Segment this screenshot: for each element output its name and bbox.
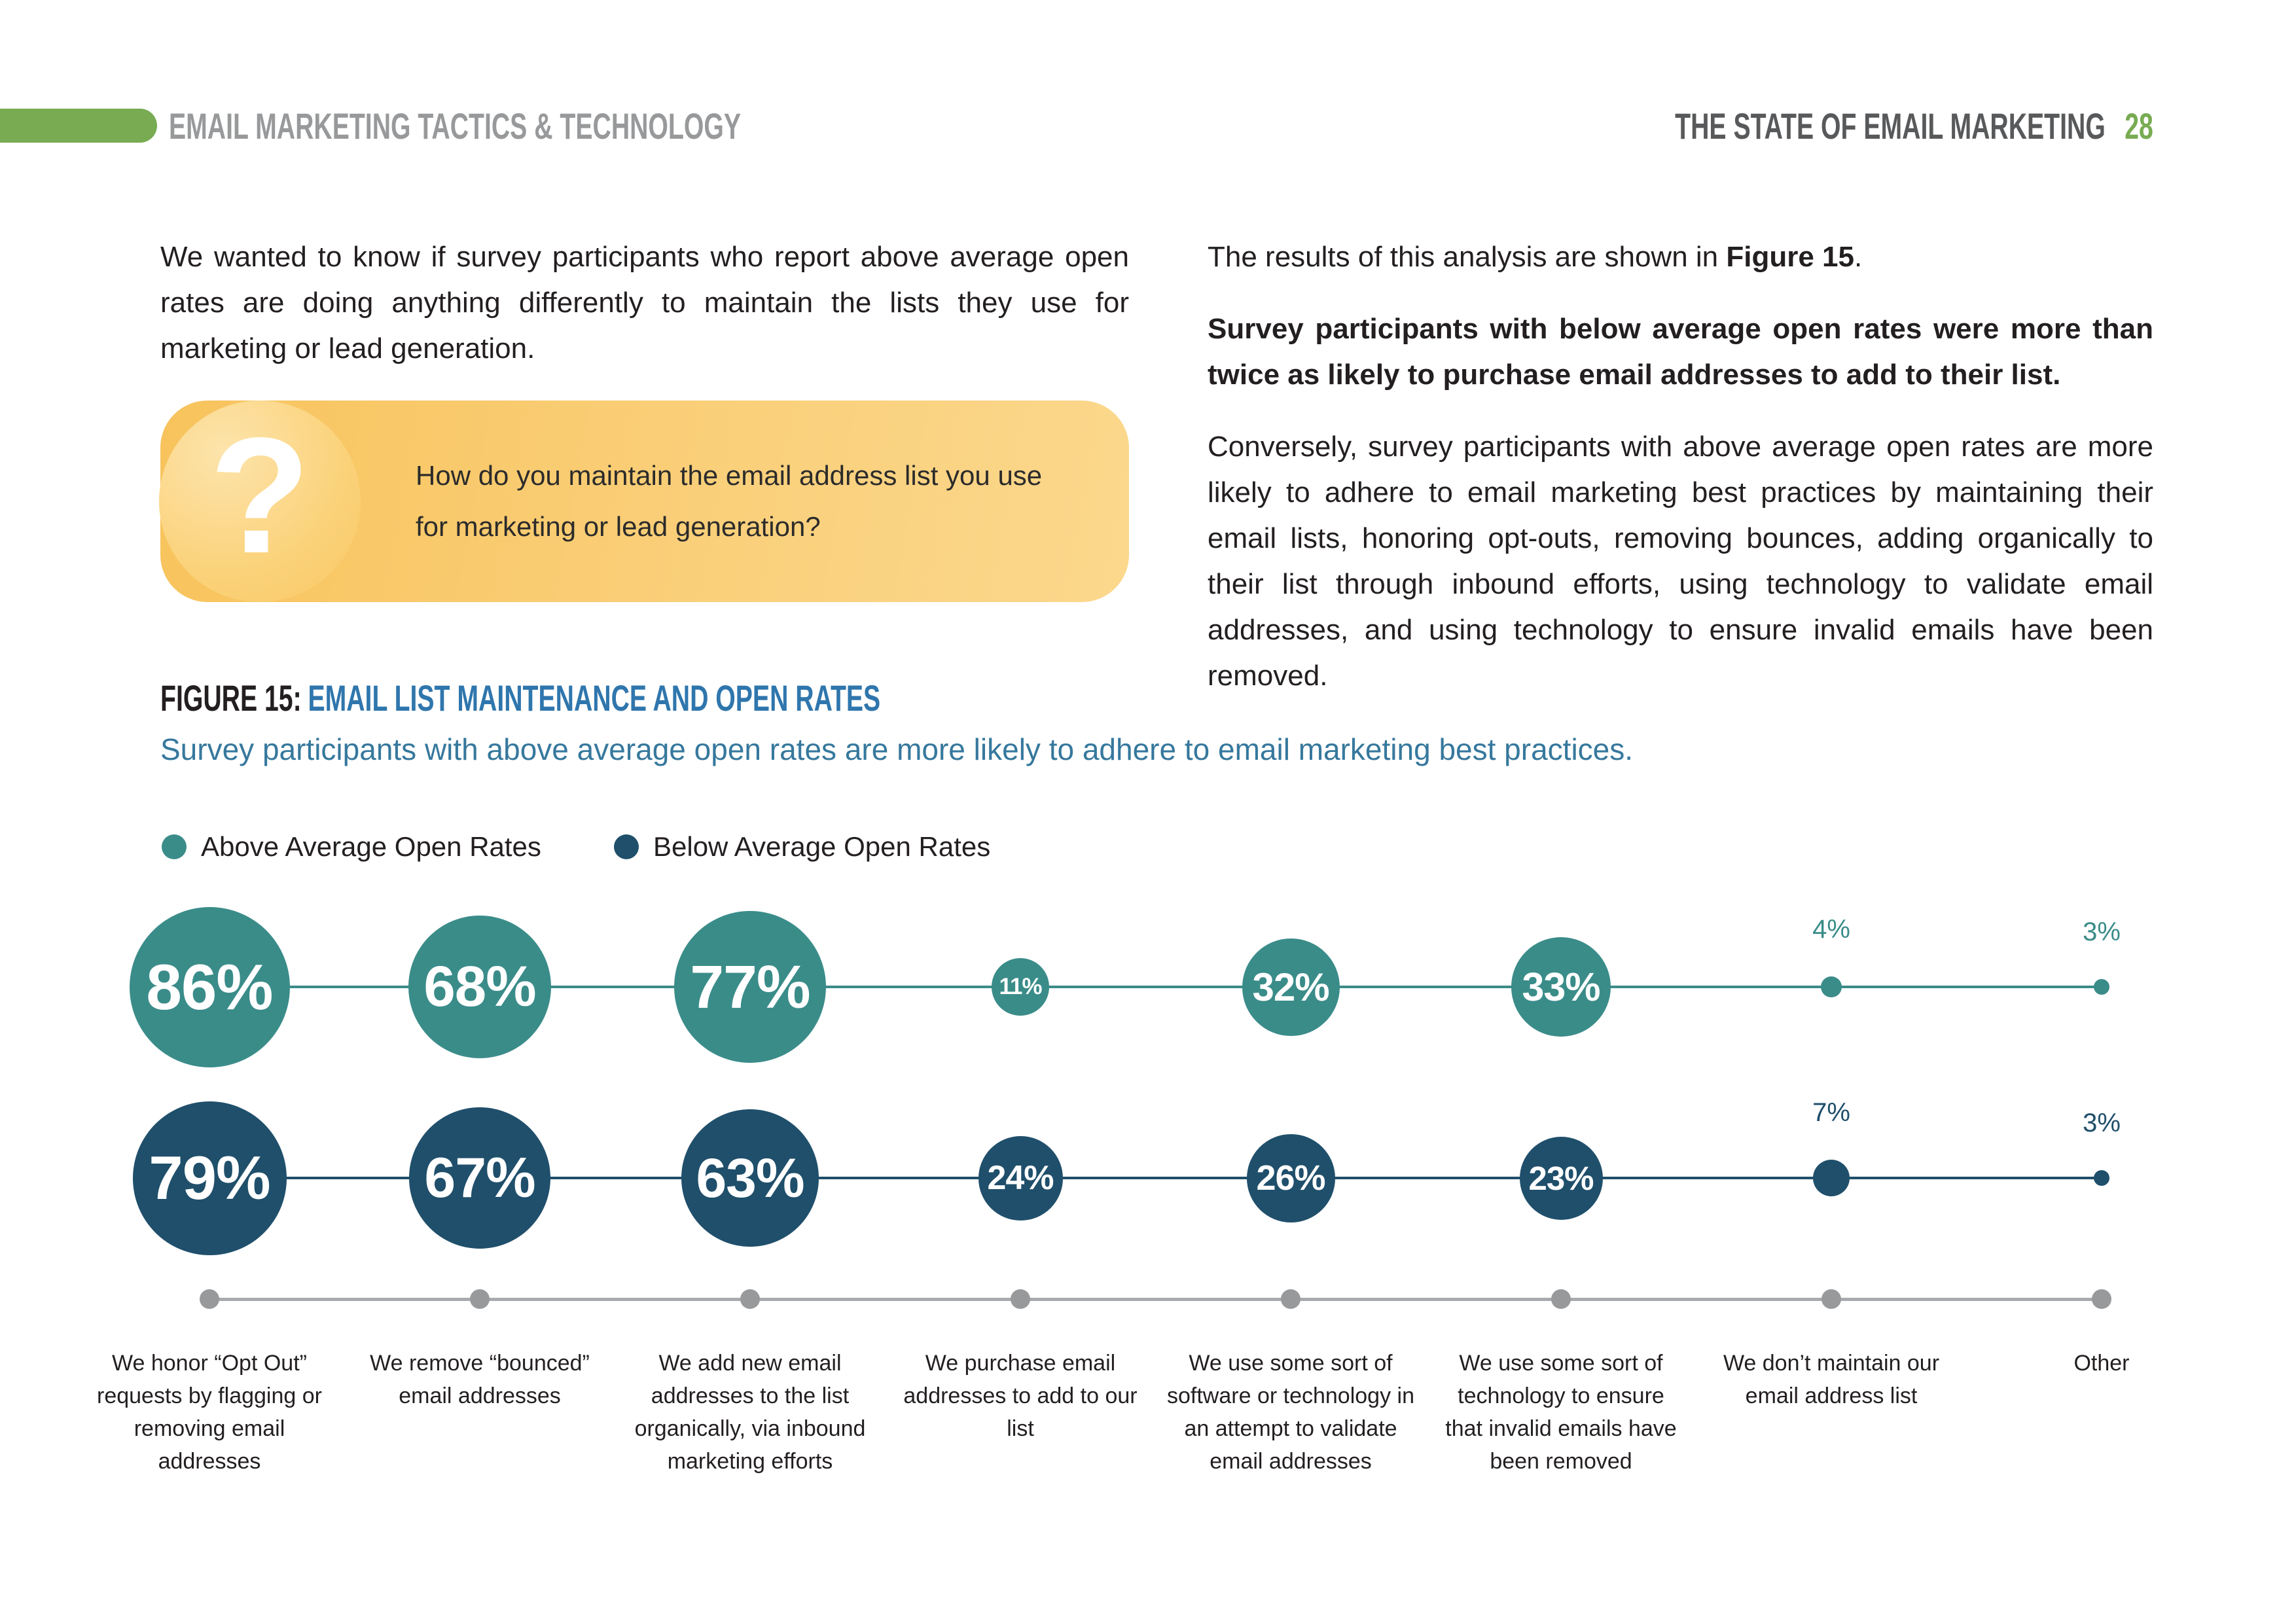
bubble-value: 67% (424, 1146, 535, 1209)
bubble-value: 79% (149, 1143, 270, 1212)
bubble-below-2 (409, 1107, 550, 1249)
bubble-value: 33% (1522, 965, 1600, 1009)
bubble-below-5 (1247, 1134, 1335, 1222)
intro-paragraph-left: We wanted to know if survey participants who report above average open rates are doing anything differently to maintain the lists they use for marketing or lead generation. (160, 241, 1129, 365)
axis-dot-1 (200, 1289, 219, 1309)
bubble-label-above-8: 3% (2083, 918, 2121, 946)
axis-dot-3 (740, 1289, 760, 1309)
axis-line (209, 1298, 2102, 1301)
bubble-above-4 (992, 958, 1049, 1016)
bubble-below-8 (2094, 1170, 2109, 1186)
bubble-value: 77% (690, 952, 810, 1021)
report-title-text: THE STATE OF EMAIL MARKETING (1675, 105, 2106, 147)
bubble-below-1 (133, 1101, 287, 1255)
axis-dot-4 (1011, 1289, 1030, 1309)
bubble-value: 63% (696, 1147, 804, 1209)
figure-title: EMAIL LIST MAINTENANCE AND OPEN RATES (308, 677, 881, 719)
bubble-label-below-7: 7% (1812, 1098, 1850, 1127)
bubble-above-6 (1511, 937, 1611, 1037)
category-label-5: We use some sort of software or technology in an attempt to validate email addresses (1167, 1351, 1414, 1474)
bubble-below-6 (1520, 1137, 1603, 1220)
bubble-label-above-7: 4% (1812, 915, 1850, 944)
survey-question-text: How do you maintain the email address list you use for marketing or lead generation? (416, 460, 1043, 542)
figure-subtitle: Survey participants with above average open rates are more likely to adhere to email marketing best practices. (160, 732, 1634, 766)
axis-dot-8 (2092, 1289, 2111, 1309)
category-label-1: We honor “Opt Out” requests by flagging or removing email addresses (97, 1351, 322, 1474)
bubble-above-8 (2094, 979, 2109, 995)
bubble-above-5 (1242, 938, 1340, 1036)
results-paragraph-suffix: . (1854, 241, 1863, 273)
legend-label-below-average: Below Average Open Rates (653, 831, 991, 862)
category-label-2: We remove “bounced” email addresses (370, 1351, 590, 1408)
category-label-3: We add new email addresses to the list organically, via inbound marketing efforts (634, 1351, 866, 1474)
bubble-value: 24% (987, 1159, 1054, 1197)
bubble-above-1 (130, 907, 290, 1067)
category-label-7: We don’t maintain our email address list (1723, 1351, 1940, 1408)
bubble-above-7 (1821, 976, 1842, 997)
axis-dot-6 (1551, 1289, 1571, 1309)
axis-dot-7 (1821, 1289, 1841, 1309)
bubble-value: 26% (1256, 1158, 1325, 1198)
figure-15-reference: Figure 15 (1726, 241, 1854, 273)
page-number: 28 (2125, 105, 2153, 147)
axis-dot-5 (1281, 1289, 1300, 1309)
bubble-value: 86% (146, 950, 273, 1023)
bubble-below-4 (978, 1136, 1063, 1221)
legend-label-above-average: Above Average Open Rates (201, 831, 541, 862)
bubble-value: 23% (1528, 1159, 1594, 1197)
bubble-value: 68% (423, 955, 536, 1018)
bubble-value: 11% (999, 974, 1042, 999)
header-section-title-text: EMAIL MARKETING TACTICS & TECHNOLOGY (169, 105, 742, 147)
axis-dot-2 (470, 1289, 490, 1309)
bubble-below-7 (1813, 1160, 1850, 1196)
conversely-paragraph: Conversely, survey participants with above average open rates are more likely to adhere to email marketing best practices by maintaining their email lists, honoring opt-outs, removing bounces, adding organically to their list through inbound efforts, using technology to validate email addresses, and using technology to ensure invalid emails have been removed. (1208, 431, 2153, 692)
category-label-6: We use some sort of technology to ensure that invalid emails have been removed (1445, 1351, 1677, 1474)
category-label-8: Other (2073, 1351, 2130, 1376)
bubble-label-below-8: 3% (2083, 1109, 2121, 1137)
key-finding-paragraph: Survey participants with below average open rates were more than twice as likely to purchase email addresses to add to their list. (1208, 313, 2153, 391)
category-label-4: We purchase email addresses to add to our list (903, 1351, 1138, 1441)
bubble-value: 32% (1252, 965, 1329, 1009)
bubble-above-2 (408, 916, 551, 1058)
question-mark-icon: ? (209, 404, 310, 588)
figure-label: FIGURE 15: (160, 677, 302, 719)
bubble-below-3 (681, 1109, 819, 1247)
bubble-above-3 (674, 911, 826, 1063)
results-paragraph-prefix: The results of this analysis are shown in (1208, 241, 1727, 273)
